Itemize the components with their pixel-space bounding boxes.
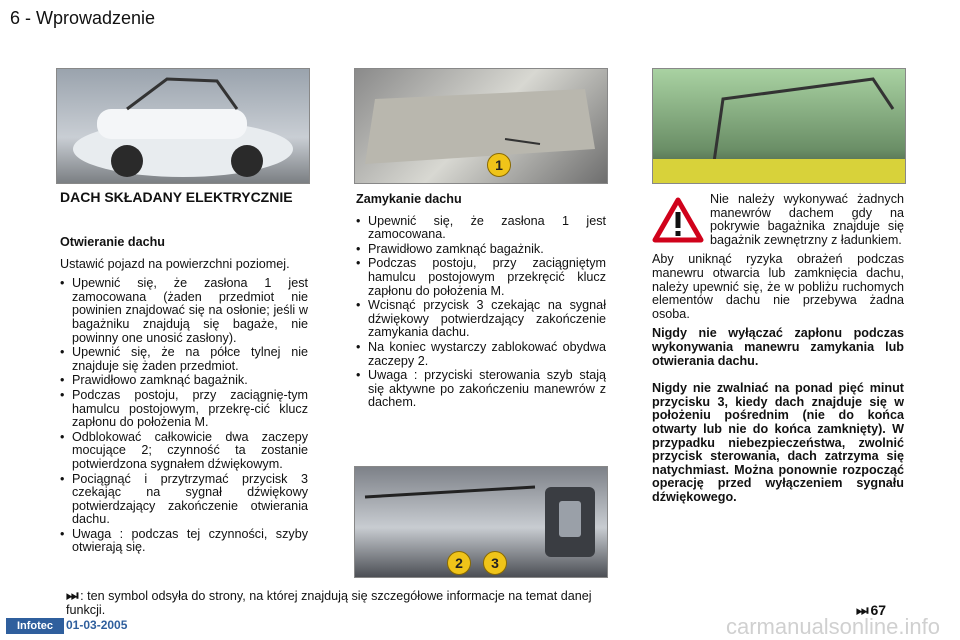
page-number: 67 <box>870 602 887 618</box>
callout-2: 2 <box>447 551 471 575</box>
closing-heading: Zamykanie dachu <box>356 192 462 206</box>
fast-forward-icon: ⏭ <box>66 587 77 603</box>
callout-1: 1 <box>487 153 511 177</box>
closing-step: • Prawidłowo zamknąć bagażnik. <box>356 243 606 257</box>
page-title: 6 - Wprowadzenie <box>10 8 156 28</box>
watermark: carmanualsonline.info <box>725 614 940 639</box>
closing-step: • Wcisnąć przycisk 3 czekając na sygnał dźwiękowy potwierdzający zakończenie zamykania dachu. <box>356 299 606 340</box>
closing-step: • Na koniec wystarczy zablokować obydwa zaczepy 2. <box>356 341 606 368</box>
car-roof-open-photo <box>56 68 310 184</box>
opening-step: • Upewnić się, że zasłona 1 jest zamocowana (żaden przedmiot nie powinien znajdować się na osłonie; jeśli w bagażniku znajdują się bagaże, nie powinny one unosić zasłony). <box>60 277 308 345</box>
footer-note-text: : ten symbol odsyła do strony, na której znajdują się szczegółowe informacje na temat danej funkcji. <box>66 589 592 617</box>
opening-heading: Otwieranie dachu <box>60 235 165 249</box>
button-warning: Nigdy nie zwalniać na ponad pięć minut przycisku 3, kiedy dach znajduje się w położeniu pośrednim (nie do końca otwarty lub nie do końca zamknięty). W przypadku niebezpieczeństwa, zwolnić przycisk sterowania, dach zatrzyma się natychmiast. Można ponownie rozpocząć operację przed wyłączeniem sygnału dźwiękowego. <box>652 381 904 504</box>
opening-step: • Prawidłowo zamknąć bagażnik. <box>60 374 308 388</box>
opening-intro: Ustawić pojazd na powierzchni poziomej. <box>60 256 290 271</box>
opening-step: • Uwaga : podczas tej czynności, szyby otwierają się. <box>60 528 308 555</box>
opening-instructions <box>60 236 308 556</box>
opening-step: • Odblokować całkowicie dwa zaczepy mocujące 2; czynność ta zostanie potwierdzona sygnałem dźwiękowym. <box>60 431 308 472</box>
opening-step: • Podczas postoju, przy zaciągnię-tym hamulcu postojowym, przekrę-cić klucz zapłonu do położenia M. <box>60 389 308 430</box>
opening-step: • Pociągnąć i przytrzymać przycisk 3 czekając na sygnał dźwiękowy potwierdzający zakończenie otwierania dachu. <box>60 473 308 527</box>
closing-step: • Podczas postoju, przy zaciągniętym hamulcu postojowym przekręcić klucz zapłonu do położenia M. <box>356 257 606 298</box>
callout-3: 3 <box>483 551 507 575</box>
print-date: 01-03-2005 <box>66 618 128 632</box>
roof-folding-photo <box>652 68 906 184</box>
fast-forward-icon: ⏭ <box>856 602 867 618</box>
closing-step: • Upewnić się, że zasłona 1 jest zamocowana. <box>356 215 606 242</box>
safety-text: Aby uniknąć ryzyka obrażeń podczas manewru otwarcia lub zamknięcia dachu, należy upewnić się, że w pobliżu ruchomych elementów dachu nie przebywa żadna osoba. <box>652 252 904 321</box>
closing-step: • Uwaga : przyciski sterowania szyb stają się aktywne po zakończeniu manewrów z dachem. <box>356 369 606 410</box>
ignition-warning: Nigdy nie wyłączać zapłonu podczas wykonywania manewru zamykania lub otwierania dachu. <box>652 326 904 368</box>
warning-text: Nie należy wykonywać żadnych manewrów dachem gdy na pokrywie bagażnika znajduje się bagażnik zewnętrzny z ładunkiem. <box>710 192 904 247</box>
trunk-cover-photo <box>354 68 608 184</box>
section-title: DACH SKŁADANY ELEKTRYCZNIE <box>60 189 293 205</box>
warning-triangle-icon <box>652 197 704 243</box>
closing-instructions <box>356 193 606 411</box>
roof-switch-photo <box>354 466 608 578</box>
footer-note <box>66 588 626 617</box>
warnings <box>652 193 904 510</box>
opening-step: • Upewnić się, że na półce tylnej nie znajduje się żaden przedmiot. <box>60 346 308 373</box>
infotec-logo: Infotec <box>6 618 64 634</box>
